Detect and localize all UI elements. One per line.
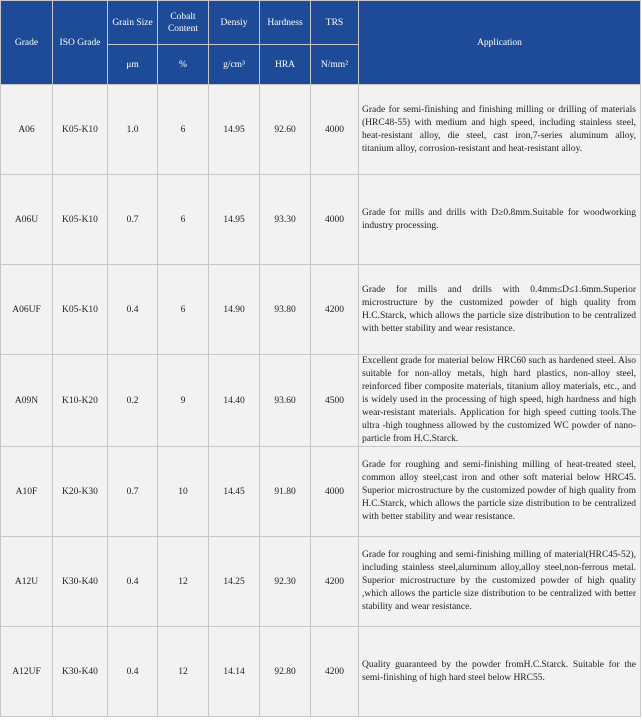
cell-hardness: 92.60 — [260, 85, 311, 175]
unit-density: g/cm³ — [209, 45, 260, 85]
cell-cobalt: 9 — [158, 355, 209, 447]
unit-cobalt: % — [158, 45, 209, 85]
table-row — [1, 85, 641, 175]
cell-application: Excellent grade for material below HRC60 such as hardened steel. Also suitable for non-alloy metals, high hard plastics, non-alloy steel, reinforced fiber composite materials, titanium alloy materials, etc., and is widely used in the processing of high speed, high hardness and high wear-resistant materials. Application for high speed cutting tools.The ultra -high toughness allowed by the customized WC powder of nano-particle from H.C.Starck. — [359, 355, 641, 447]
cell-iso-grade: K10-K20 — [53, 355, 108, 447]
header-iso-grade: ISO Grade — [53, 1, 108, 85]
cell-density: 14.45 — [209, 447, 260, 537]
unit-grain-size: μm — [108, 45, 158, 85]
cell-cobalt: 6 — [158, 85, 209, 175]
header-density: Densiy — [209, 1, 260, 45]
cell-grain-size: 0.2 — [108, 355, 158, 447]
cell-application: Grade for semi-finishing and finishing milling or drilling of materials (HRC48-55) with medium and high speed, including stainless steel, heat-resistant alloy, die steel, cast iron,7-series aluminum alloy, titanium alloy, corrosion-resistant and heat-resistant alloy. — [359, 85, 641, 175]
cell-trs: 4200 — [311, 265, 359, 355]
table-row — [1, 447, 641, 537]
unit-hardness: HRA — [260, 45, 311, 85]
cell-iso-grade: K05-K10 — [53, 175, 108, 265]
cell-grade: A12UF — [1, 627, 53, 717]
table-row — [1, 175, 641, 265]
cell-grade: A12U — [1, 537, 53, 627]
cell-trs: 4000 — [311, 175, 359, 265]
cell-grain-size: 0.4 — [108, 627, 158, 717]
header-grain-size: Grain Size — [108, 1, 158, 45]
cell-density: 14.25 — [209, 537, 260, 627]
cell-density: 14.95 — [209, 85, 260, 175]
cell-density: 14.40 — [209, 355, 260, 447]
cell-application: Grade for mills and drills with 0.4mm≤D≤1.6mm.Superior microstructure by the customized powder of high quality from H.C.Starck, which allows the particle size distribution to be centralized with better stability and wear resistance. — [359, 265, 641, 355]
cell-trs: 4200 — [311, 627, 359, 717]
cell-hardness: 93.60 — [260, 355, 311, 447]
cell-hardness: 93.30 — [260, 175, 311, 265]
cell-grade: A10F — [1, 447, 53, 537]
cell-cobalt: 12 — [158, 627, 209, 717]
table-row — [1, 627, 641, 717]
header-trs: TRS — [311, 1, 359, 45]
cell-application: Grade for roughing and semi-finishing milling of heat-treated steel, common alloy steel,cast iron and other soft material below HRC45. Superior microstructure by the customized powder of high quality from H.C.Starck, which allows the particle size distribution to be centralized with better stability and wear resistance. — [359, 447, 641, 537]
cell-trs: 4500 — [311, 355, 359, 447]
cell-application: Grade for roughing and semi-finishing milling of material(HRC45-52), including stainless steel,aluminum alloy,alloy steel,non-ferrous metal. Superior microstructure by the customized powder of high quality ,which allows the particle size distribution to be centralized with better stability and wear resistance. — [359, 537, 641, 627]
table-body — [1, 85, 641, 717]
cell-grain-size: 0.4 — [108, 537, 158, 627]
cell-density: 14.95 — [209, 175, 260, 265]
cell-density: 14.90 — [209, 265, 260, 355]
cell-trs: 4200 — [311, 537, 359, 627]
cell-cobalt: 10 — [158, 447, 209, 537]
cell-application: Quality guaranteed by the powder fromH.C.Starck. Suitable for the semi-finishing of high hard steel below HRC55. — [359, 627, 641, 717]
cell-grade: A06 — [1, 85, 53, 175]
cell-hardness: 92.80 — [260, 627, 311, 717]
cell-trs: 4000 — [311, 447, 359, 537]
cell-cobalt: 6 — [158, 265, 209, 355]
table-row — [1, 265, 641, 355]
header-grade: Grade — [1, 1, 53, 85]
cell-grain-size: 0.7 — [108, 175, 158, 265]
cell-iso-grade: K30-K40 — [53, 537, 108, 627]
table-row — [1, 537, 641, 627]
header-cobalt-content: Cobalt Content — [158, 1, 209, 45]
cell-grade: A09N — [1, 355, 53, 447]
table-row — [1, 355, 641, 447]
unit-trs: N/mm² — [311, 45, 359, 85]
cell-trs: 4000 — [311, 85, 359, 175]
header-hardness: Hardness — [260, 1, 311, 45]
cell-application: Grade for mills and drills with D≥0.8mm.Suitable for woodworking industry processing. — [359, 175, 641, 265]
cell-grain-size: 0.7 — [108, 447, 158, 537]
header-application: Application — [359, 1, 641, 85]
cell-grain-size: 1.0 — [108, 85, 158, 175]
cell-density: 14.14 — [209, 627, 260, 717]
cell-cobalt: 6 — [158, 175, 209, 265]
cell-grade: A06UF — [1, 265, 53, 355]
cell-iso-grade: K05-K10 — [53, 85, 108, 175]
cell-hardness: 92.30 — [260, 537, 311, 627]
cell-iso-grade: K20-K30 — [53, 447, 108, 537]
cell-hardness: 91.80 — [260, 447, 311, 537]
table-header — [1, 1, 641, 85]
cell-grain-size: 0.4 — [108, 265, 158, 355]
cell-hardness: 93.80 — [260, 265, 311, 355]
cell-cobalt: 12 — [158, 537, 209, 627]
cell-iso-grade: K30-K40 — [53, 627, 108, 717]
cell-grade: A06U — [1, 175, 53, 265]
cell-iso-grade: K05-K10 — [53, 265, 108, 355]
